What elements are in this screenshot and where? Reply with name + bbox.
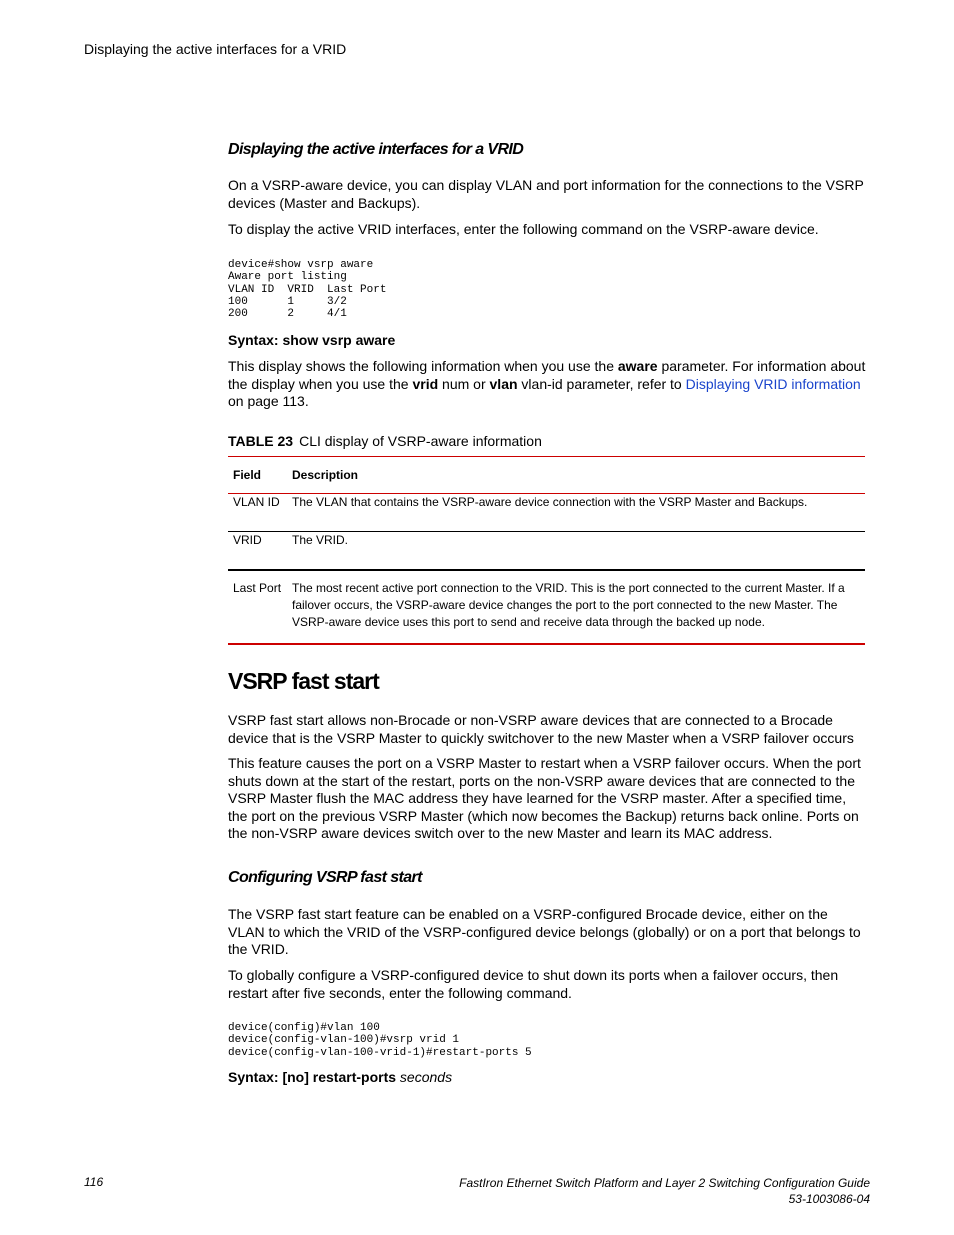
- column-header-field: Field: [233, 467, 262, 482]
- table-row: [228, 532, 865, 571]
- paragraph: VSRP fast start allows non-Brocade or non-VSRP aware devices that are connected to a Brocade device that is the VSRP Master to quickly switchover to the new Master when a VSRP failover occurs: [228, 712, 854, 746]
- paragraph: This feature causes the port on a VSRP Master to restart when a VSRP failover occurs. When the port shuts down at the start of the restart, ports on the non-VSRP aware devices that are connected to the VSRP Master flush the MAC address they have learned for the VSRP master. After a specified time, the port on the previous VSRP Master (which now becomes the Backup) returns back online. Ports on the non-VSRP aware devices switch over to the new Master and learn its MAC address.: [228, 755, 861, 841]
- section-heading-active-interfaces: Displaying the active interfaces for a VRID: [228, 141, 524, 158]
- table-title: CLI display of VSRP-aware information: [299, 433, 542, 449]
- guide-title: FastIron Ethernet Switch Platform and Layer 2 Switching Configuration Guide: [459, 1176, 870, 1190]
- cell-description: The most recent active port connection to the VRID. This is the port connected to the current Master. If a failover occurs, the VSRP-aware device changes the port to the port connected to the new Master. The VSRP-aware device uses this port to send and receive data through the backed up node.: [292, 581, 845, 629]
- keyword-vlan: vlan: [489, 375, 518, 392]
- cell-field: Last Port: [233, 581, 282, 595]
- paragraph: The VSRP fast start feature can be enabled on a VSRP-configured Brocade device, either on the VLAN to which the VRID of the VSRP-configured device belongs (globally) or on a port that belongs to the VRID.: [228, 906, 861, 957]
- syntax-command: Syntax: [no] restart-ports: [228, 1069, 397, 1085]
- cell-field: VRID: [233, 533, 262, 547]
- cell-field: VLAN ID: [233, 495, 280, 509]
- footer-guide-info: [459, 1175, 870, 1207]
- table-row: [228, 494, 865, 532]
- syntax-line: Syntax: show vsrp aware: [228, 332, 396, 348]
- cell-description: The VLAN that contains the VSRP-aware device connection with the VSRP Master and Backups.: [292, 495, 808, 509]
- section-heading-configuring-fast-start: Configuring VSRP fast start: [228, 869, 422, 886]
- vsrp-aware-table: [228, 456, 865, 645]
- text: This display shows the following information when you use the: [228, 358, 618, 374]
- text: vlan-id parameter, refer to: [517, 375, 686, 392]
- table-caption: [228, 433, 542, 449]
- paragraph: To display the active VRID interfaces, enter the following command on the VSRP-aware device.: [228, 221, 819, 237]
- text: on page 113.: [228, 393, 309, 409]
- syntax-parameter: seconds: [399, 1069, 453, 1085]
- link-displaying-vrid-information[interactable]: Displaying VRID information: [685, 375, 861, 392]
- table-row: [228, 570, 865, 644]
- page-number: 116: [84, 1175, 104, 1189]
- table-header-row: [228, 457, 865, 494]
- keyword-vrid: vrid: [412, 375, 439, 392]
- code-block-show-vsrp-aware: device#show vsrp aware Aware port listing VLAN ID VRID Last Port 100 1 3/2 200 2 4/1: [228, 259, 387, 321]
- syntax-line-restart-ports: [228, 1069, 452, 1085]
- cell-description: The VRID.: [292, 533, 349, 547]
- paragraph-aware-info: [228, 358, 868, 411]
- paragraph: On a VSRP-aware device, you can display VLAN and port information for the connections to the VSRP devices (Master and Backups).: [228, 177, 864, 211]
- table-label: TABLE 23: [228, 433, 294, 449]
- text: num or: [438, 375, 490, 392]
- running-header: Displaying the active interfaces for a VRID: [84, 41, 347, 57]
- keyword-aware: aware: [617, 358, 658, 374]
- doc-number: 53-1003086-04: [788, 1192, 870, 1206]
- section-heading-vsrp-fast-start: VSRP fast start: [228, 668, 379, 694]
- paragraph: To globally configure a VSRP-configured device to shut down its ports when a failover occurs, then restart after five seconds, enter the following command.: [228, 967, 839, 1001]
- column-header-description: Description: [292, 467, 359, 482]
- code-block-restart-ports: device(config)#vlan 100 device(config-vlan-100)#vsrp vrid 1 device(config-vlan-100-vrid-1)#restart-ports 5: [228, 1022, 532, 1059]
- text: parameter. For information about the display when you use the: [228, 358, 866, 392]
